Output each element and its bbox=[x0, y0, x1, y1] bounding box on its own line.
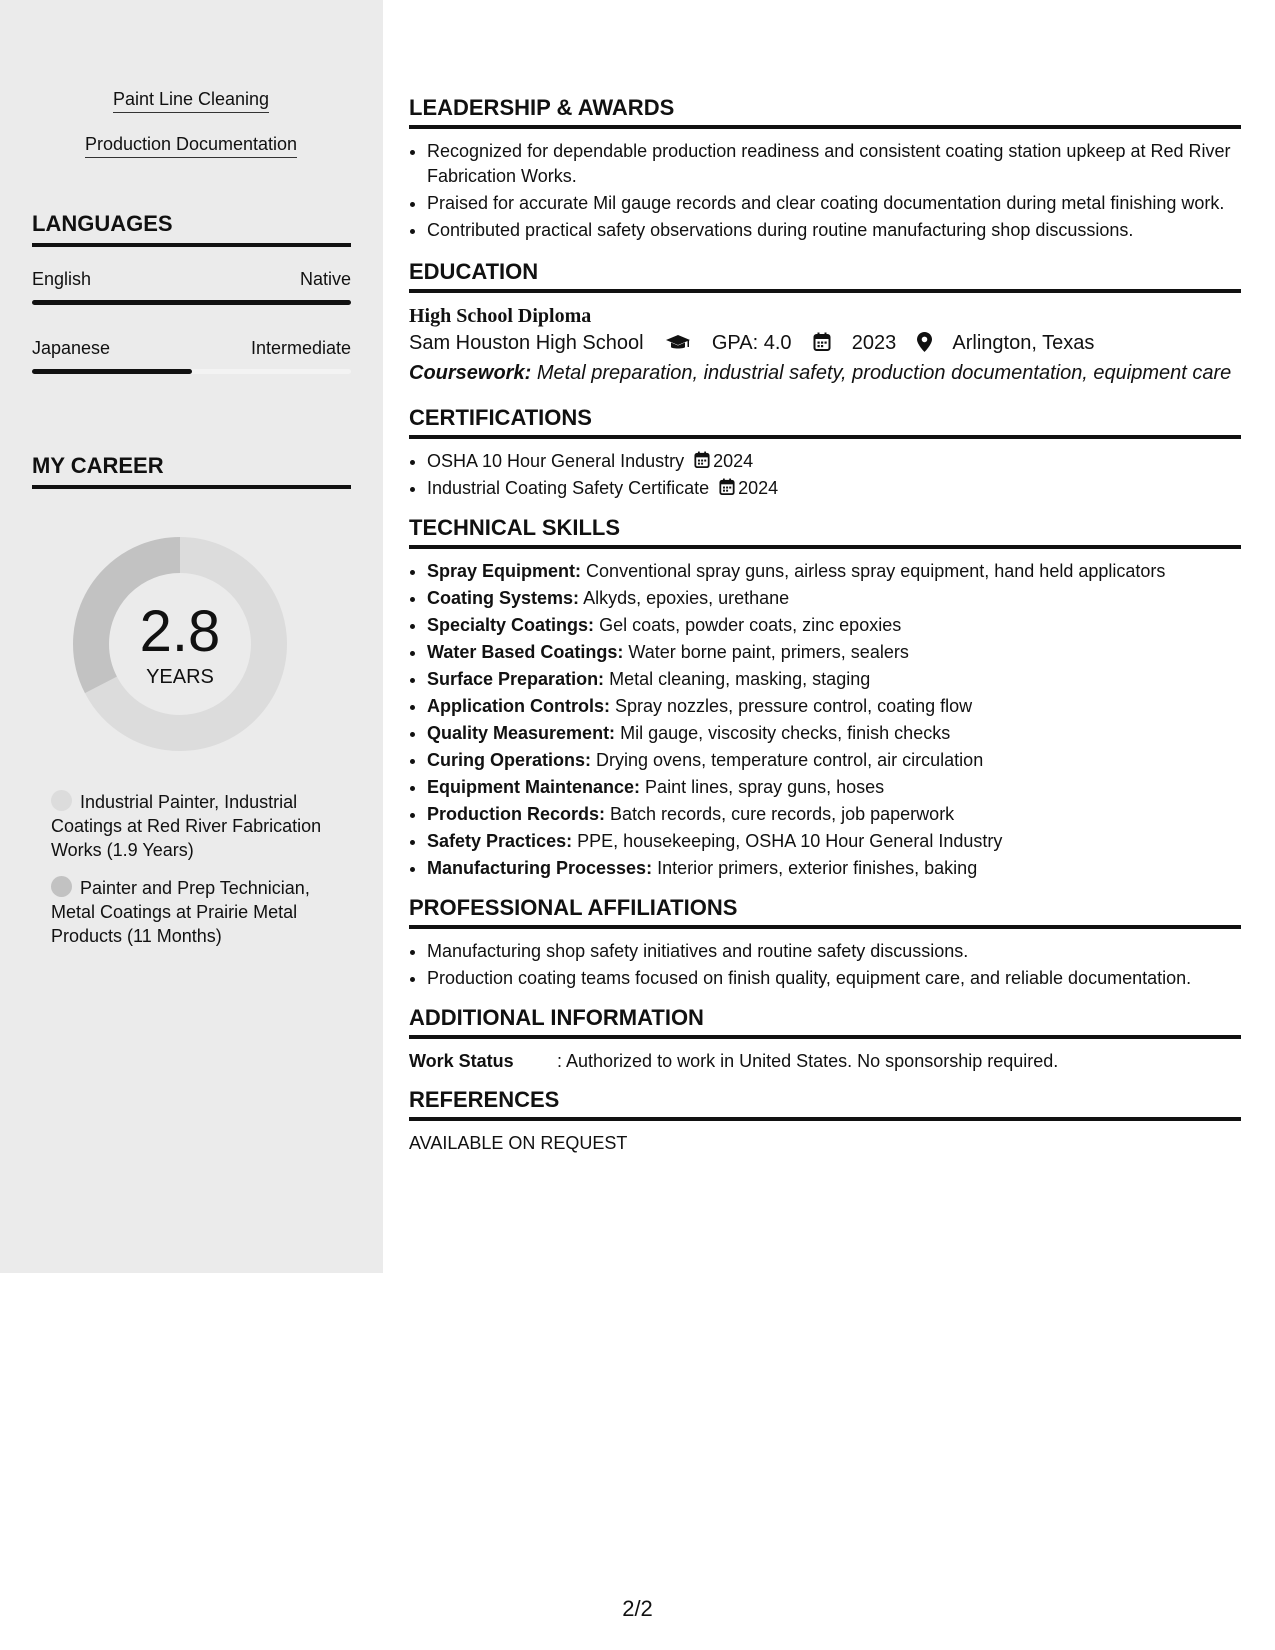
technical-skills-list bbox=[409, 559, 1241, 881]
language-proficiency-fill bbox=[32, 369, 192, 374]
career-item bbox=[51, 876, 341, 948]
skill-label: Specialty Coatings: bbox=[427, 615, 595, 635]
list-item: • Recognized for dependable production readiness and consistent coating station upkeep at Red River Fabrication Works. bbox=[427, 139, 1241, 189]
skill-value: PPE, housekeeping, OSHA 10 Hour General Industry bbox=[577, 831, 1003, 851]
references-section bbox=[409, 1087, 1241, 1155]
leadership-section bbox=[409, 95, 1241, 243]
skill-tags bbox=[32, 88, 350, 178]
main-content bbox=[409, 0, 1241, 1155]
skill-value: Gel coats, powder coats, zinc epoxies bbox=[599, 615, 902, 635]
list-item: • Praised for accurate Mil gauge records and clear coating documentation during metal finishing work. bbox=[427, 191, 1241, 216]
language-level: Native bbox=[299, 269, 351, 289]
career-item-text: Industrial Painter, Industrial Coatings at Red River Fabrication Works (1.9 Years) bbox=[51, 792, 322, 860]
career-item bbox=[51, 790, 341, 862]
career-legend-dot bbox=[51, 876, 72, 897]
coursework-text: Metal preparation, industrial safety, production documentation, equipment care bbox=[536, 362, 1232, 384]
section-heading: REFERENCES bbox=[409, 1087, 1241, 1121]
section-heading: TECHNICAL SKILLS bbox=[409, 515, 1241, 549]
skill-item bbox=[427, 559, 1241, 584]
leadership-list bbox=[409, 139, 1241, 243]
list-item: • Production coating teams focused on finish quality, equipment care, and reliable documentation. bbox=[427, 966, 1241, 991]
skill-label: Spray Equipment: bbox=[427, 561, 582, 581]
degree-title: High School Diploma bbox=[409, 305, 592, 327]
coursework-label: Coursework: bbox=[409, 362, 532, 384]
skill-value: Water borne paint, primers, sealers bbox=[628, 642, 909, 662]
skill-value: Interior primers, exterior finishes, baking bbox=[657, 858, 978, 878]
education-details bbox=[409, 329, 1241, 357]
graduation-year: 2023 bbox=[851, 332, 897, 354]
skill-label: Surface Preparation: bbox=[427, 669, 605, 689]
skill-tag: Paint Line Cleaning bbox=[113, 88, 269, 113]
technical-skills-section bbox=[409, 515, 1241, 881]
certification-name: OSHA 10 Hour General Industry bbox=[427, 451, 685, 471]
work-status-value: : Authorized to work in United States. No sponsorship required. bbox=[557, 1051, 1059, 1071]
skill-label: Equipment Maintenance: bbox=[427, 777, 641, 797]
language-name: English bbox=[32, 269, 92, 289]
skill-label: Quality Measurement: bbox=[427, 723, 616, 743]
skill-item bbox=[427, 640, 1241, 665]
certifications-list bbox=[409, 449, 1241, 501]
language-level: Intermediate bbox=[250, 338, 351, 358]
certification-name: Industrial Coating Safety Certificate bbox=[427, 478, 710, 498]
skill-value: Metal cleaning, masking, staging bbox=[609, 669, 871, 689]
references-text: AVAILABLE ON REQUEST bbox=[409, 1133, 628, 1153]
skill-item bbox=[427, 694, 1241, 719]
skill-item bbox=[427, 613, 1241, 638]
affiliations-list bbox=[409, 939, 1241, 991]
calendar-icon bbox=[813, 332, 831, 352]
certification-year: 2024 bbox=[738, 478, 779, 498]
gpa: GPA: 4.0 bbox=[711, 332, 792, 354]
education-section bbox=[409, 259, 1241, 385]
section-heading: ADDITIONAL INFORMATION bbox=[409, 1005, 1241, 1039]
skill-item bbox=[427, 829, 1241, 854]
skill-item bbox=[427, 667, 1241, 692]
skill-item bbox=[427, 748, 1241, 773]
coursework bbox=[409, 361, 1241, 385]
skill-value: Drying ovens, temperature control, air circulation bbox=[596, 750, 984, 770]
calendar-icon bbox=[694, 451, 710, 469]
skill-value: Conventional spray guns, airless spray equipment, hand held applicators bbox=[586, 561, 1166, 581]
school-name: Sam Houston High School bbox=[409, 332, 644, 354]
language-proficiency-fill bbox=[32, 300, 351, 305]
certification-year: 2024 bbox=[713, 451, 754, 471]
skill-item bbox=[427, 802, 1241, 827]
skill-label: Production Records: bbox=[427, 804, 606, 824]
career-heading: MY CAREER bbox=[32, 453, 351, 489]
skill-label: Coating Systems: bbox=[427, 588, 580, 608]
languages-heading: LANGUAGES bbox=[32, 211, 351, 247]
skill-value: Alkyds, epoxies, urethane bbox=[583, 588, 790, 608]
skill-value: Spray nozzles, pressure control, coating flow bbox=[615, 696, 973, 716]
school-location: Arlington, Texas bbox=[952, 332, 1095, 354]
language-proficiency-bar bbox=[32, 300, 351, 305]
section-heading: PROFESSIONAL AFFILIATIONS bbox=[409, 895, 1241, 929]
skill-tag: Production Documentation bbox=[85, 133, 297, 158]
career-total-unit: YEARS bbox=[146, 666, 214, 688]
graduation-cap-icon bbox=[665, 334, 691, 352]
skill-value: Batch records, cure records, job paperwork bbox=[610, 804, 955, 824]
list-item: • Manufacturing shop safety initiatives and routine safety discussions. bbox=[427, 939, 1241, 964]
career-item-text: Painter and Prep Technician, Metal Coatings at Prairie Metal Products (11 Months) bbox=[51, 878, 310, 946]
additional-info-section bbox=[409, 1005, 1241, 1073]
list-item bbox=[427, 476, 1241, 501]
list-item: • Contributed practical safety observations during routine manufacturing shop discussions. bbox=[427, 218, 1241, 243]
skill-value: Paint lines, spray guns, hoses bbox=[645, 777, 885, 797]
skill-item bbox=[427, 775, 1241, 800]
language-proficiency-bar bbox=[32, 369, 351, 374]
list-item bbox=[427, 449, 1241, 474]
language-row bbox=[32, 268, 351, 290]
page-number: 2/2 bbox=[622, 1596, 653, 1621]
career-total-value: 2.8 bbox=[139, 599, 221, 664]
skill-label: Manufacturing Processes: bbox=[427, 858, 653, 878]
language-name: Japanese bbox=[32, 338, 111, 358]
skill-label: Application Controls: bbox=[427, 696, 610, 716]
work-status-row bbox=[409, 1049, 1241, 1073]
skill-item bbox=[427, 856, 1241, 881]
skill-value: Mil gauge, viscosity checks, finish checks bbox=[620, 723, 951, 743]
skill-label: Curing Operations: bbox=[427, 750, 592, 770]
work-status-label: Work Status bbox=[409, 1051, 514, 1071]
calendar-icon bbox=[719, 478, 735, 496]
career-legend-dot bbox=[51, 790, 72, 811]
affiliations-section bbox=[409, 895, 1241, 991]
skill-label: Safety Practices: bbox=[427, 831, 573, 851]
language-row bbox=[32, 337, 351, 359]
skill-label: Water Based Coatings: bbox=[427, 642, 624, 662]
certifications-section bbox=[409, 405, 1241, 501]
career-list bbox=[51, 790, 341, 962]
section-heading: EDUCATION bbox=[409, 259, 1241, 293]
section-heading: LEADERSHIP & AWARDS bbox=[409, 95, 1241, 129]
sidebar bbox=[0, 0, 383, 1273]
section-heading: CERTIFICATIONS bbox=[409, 405, 1241, 439]
skill-item bbox=[427, 586, 1241, 611]
skill-item bbox=[427, 721, 1241, 746]
map-pin-icon bbox=[917, 332, 932, 352]
